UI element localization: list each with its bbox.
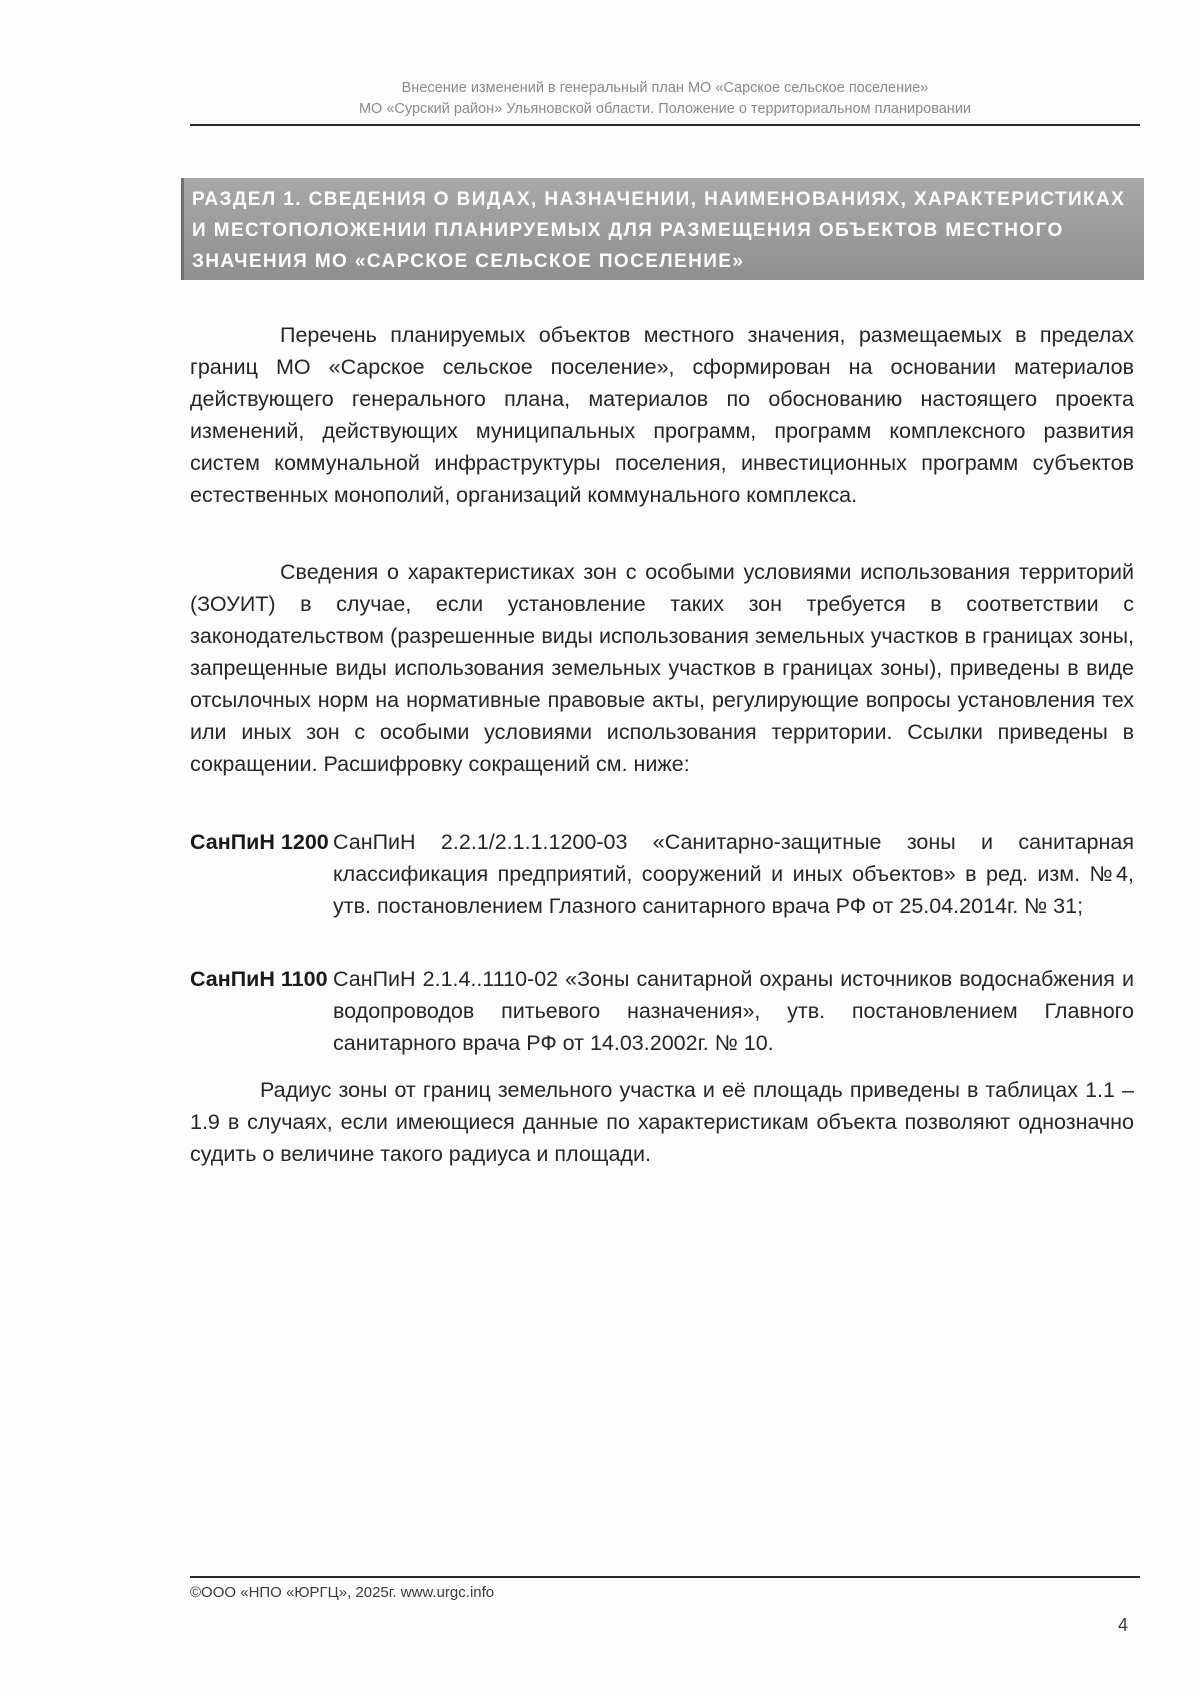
abbreviation-term: СанПиН 1200 [190,830,329,854]
header-line-1: Внесение изменений в генеральный план МО «Сарское сельское поселение» [401,80,929,96]
paragraph-zone-radius: Радиус зоны от границ земельного участка и её площадь приведены в таблицах 1.1 – 1.9 в случаях, если имеющиеся данные по характеристикам объекта позволяют однозначно судить о величине такого радиуса и площади. [190,1078,1134,1166]
abbreviation-item [190,826,1134,922]
abbreviation-item [190,963,1134,1059]
abbreviation-term: СанПиН 1100 [190,967,328,991]
header-line-2: МО «Сурский район» Ульяновской области. Положение о территориальном планировании [358,101,972,117]
header-divider [190,124,1140,126]
section-title-banner [181,178,1144,280]
page-number: 4 [1118,1615,1129,1635]
footer-divider [190,1576,1140,1578]
abbreviation-definition: СанПиН 2.1.4..1110-02 «Зоны санитарной охраны источников водоснабжения и водопроводов питьевого назначения», утв. постановлением Главного санитарного врача РФ от 14.03.2002г. № 10. [333,967,1134,1055]
abbreviation-definition: СанПиН 2.2.1/2.1.1.1200-03 «Санитарно-защитные зоны и санитарная классификация предприятий, сооружений и иных объектов» в ред. изм. №4, утв. постановлением Глазного санитарного врача РФ от 25.04.2014г. № 31; [333,830,1134,918]
section-title: РАЗДЕЛ 1. СВЕДЕНИЯ О ВИДАХ, НАЗНАЧЕНИИ, НАИМЕНОВАНИЯХ, ХАРАКТЕРИСТИКАХ И МЕСТОПОЛОЖЕНИИ ПЛАНИРУЕМЫХ ДЛЯ РАЗМЕЩЕНИЯ ОБЪЕКТОВ МЕСТНОГО ЗНАЧЕНИЯ МО «САРСКОЕ СЕЛЬСКОЕ ПОСЕЛЕНИЕ» [192,189,1126,272]
page-header [190,78,1140,120]
paragraph-zouit-info: Сведения о характеристиках зон с особыми условиями использования территорий (ЗОУИТ) в случае, если установление таких зон требуется в соответствии с законодательством (разрешенные виды использования земельных участков в границах зоны, запрещенные виды использования земельных участков в границах зоны), приведены в виде отсылочных норм на нормативные правовые акты, регулирующие вопросы установления тех или иных зон с особыми условиями использования территории. Ссылки приведены в сокращении. Расшифровку сокращений см. ниже: [190,560,1134,776]
paragraph-objects-list: Перечень планируемых объектов местного значения, размещаемых в пределах границ МО «Сарское сельское поселение», сформирован на основании материалов действующего генерального плана, материалов по обоснованию настоящего проекта изменений, действующих муниципальных программ, программ комплексного развития систем коммунальной инфраструктуры поселения, инвестиционных программ субъектов естественных монополий, организаций коммунального комплекса. [190,323,1134,507]
footer-copyright: ©ООО «НПО «ЮРГЦ», 2025г. www.urgc.info [190,1584,495,1601]
